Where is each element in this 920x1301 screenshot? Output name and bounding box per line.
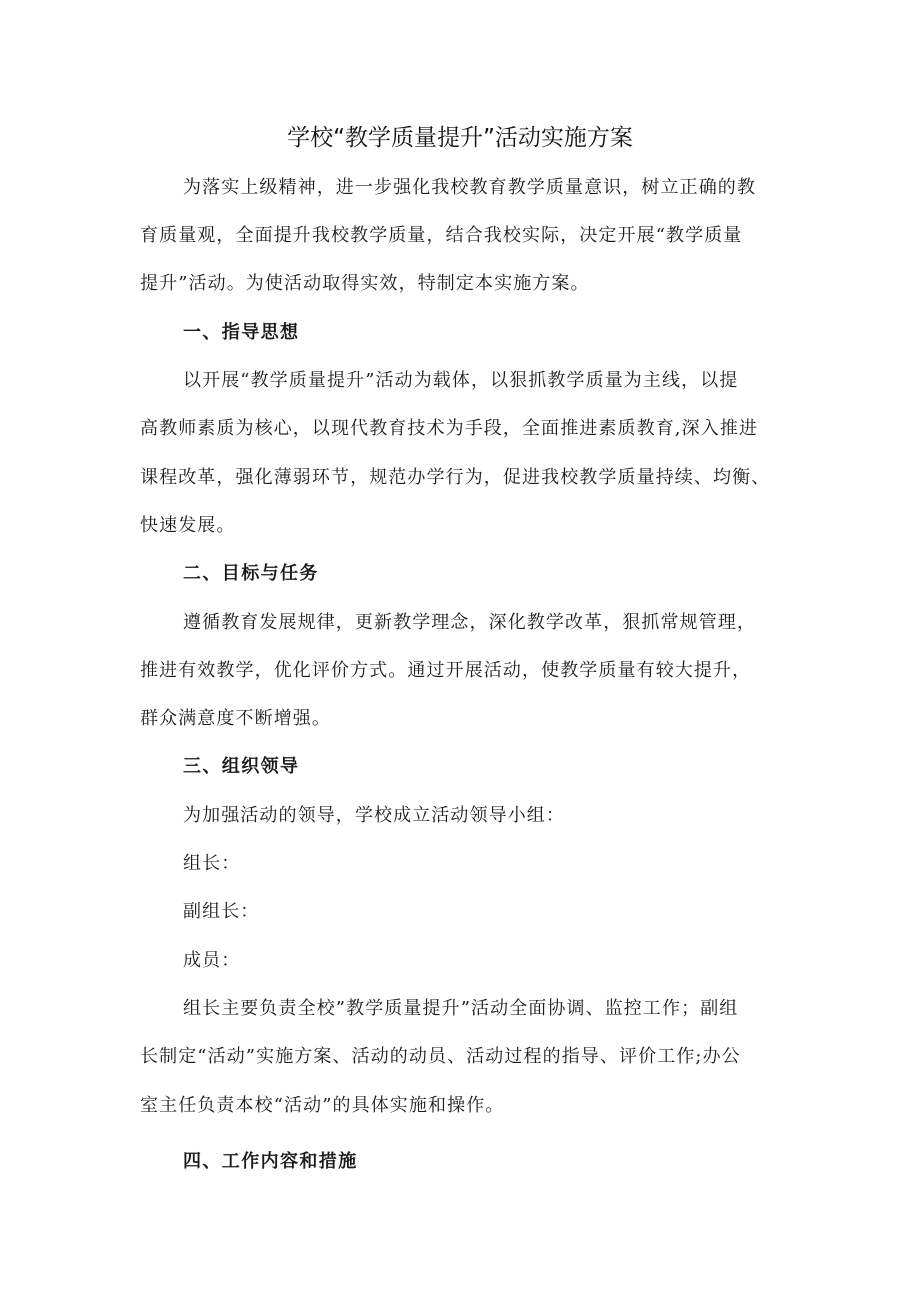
intro-line: 提升”活动。为使活动取得实效，特制定本实施方案。 <box>140 273 590 294</box>
members-label: 成员： <box>183 950 241 971</box>
duties-line: 长制定“活动”实施方案、活动的动员、活动过程的指导、评价工作;办公 <box>140 1046 741 1067</box>
section2-line: 推进有效教学，优化评价方式。通过开展活动，使教学质量有较大提升， <box>140 660 752 681</box>
leader-label: 组长： <box>183 853 241 874</box>
duties-line: 组长主要负责全校”教学质量提升”活动全面协调、监控工作；副组 <box>183 998 739 1019</box>
section3-intro: 为加强活动的领导，学校成立活动领导小组： <box>183 805 565 826</box>
section1-line: 以开展“教学质量提升”活动为载体，以狠抓教学质量为主线，以提 <box>183 370 739 391</box>
section-heading-guiding-ideology: 一、指导思想 <box>183 322 300 343</box>
duties-line: 室主任负责本校“活动”的具体实施和操作。 <box>140 1095 505 1116</box>
document-title: 学校“教学质量提升”活动实施方案 <box>287 125 633 151</box>
intro-line: 为落实上级精神，进一步强化我校教育教学质量意识，树立正确的教 <box>183 177 756 198</box>
section2-line: 群众满意度不断增强。 <box>140 708 331 729</box>
section1-line: 课程改革，强化薄弱环节，规范办学行为，促进我校教学质量持续、均衡、 <box>140 467 771 488</box>
section-heading-goals-tasks: 二、目标与任务 <box>183 563 319 584</box>
section2-line: 遵循教育发展规律，更新教学理念，深化教学改革，狠抓常规管理， <box>183 612 756 633</box>
deputy-leader-label: 副组长： <box>183 901 260 922</box>
intro-line: 育质量观，全面提升我校教学质量，结合我校实际，决定开展“教学质量 <box>140 225 743 246</box>
section-heading-work-content: 四、工作内容和措施 <box>183 1151 358 1172</box>
section-heading-organization: 三、组织领导 <box>183 756 300 777</box>
section1-line: 快速发展。 <box>140 515 236 536</box>
section1-line: 高教师素质为核心，以现代教育技术为手段，全面推进素质教育,深入推进 <box>140 418 759 439</box>
